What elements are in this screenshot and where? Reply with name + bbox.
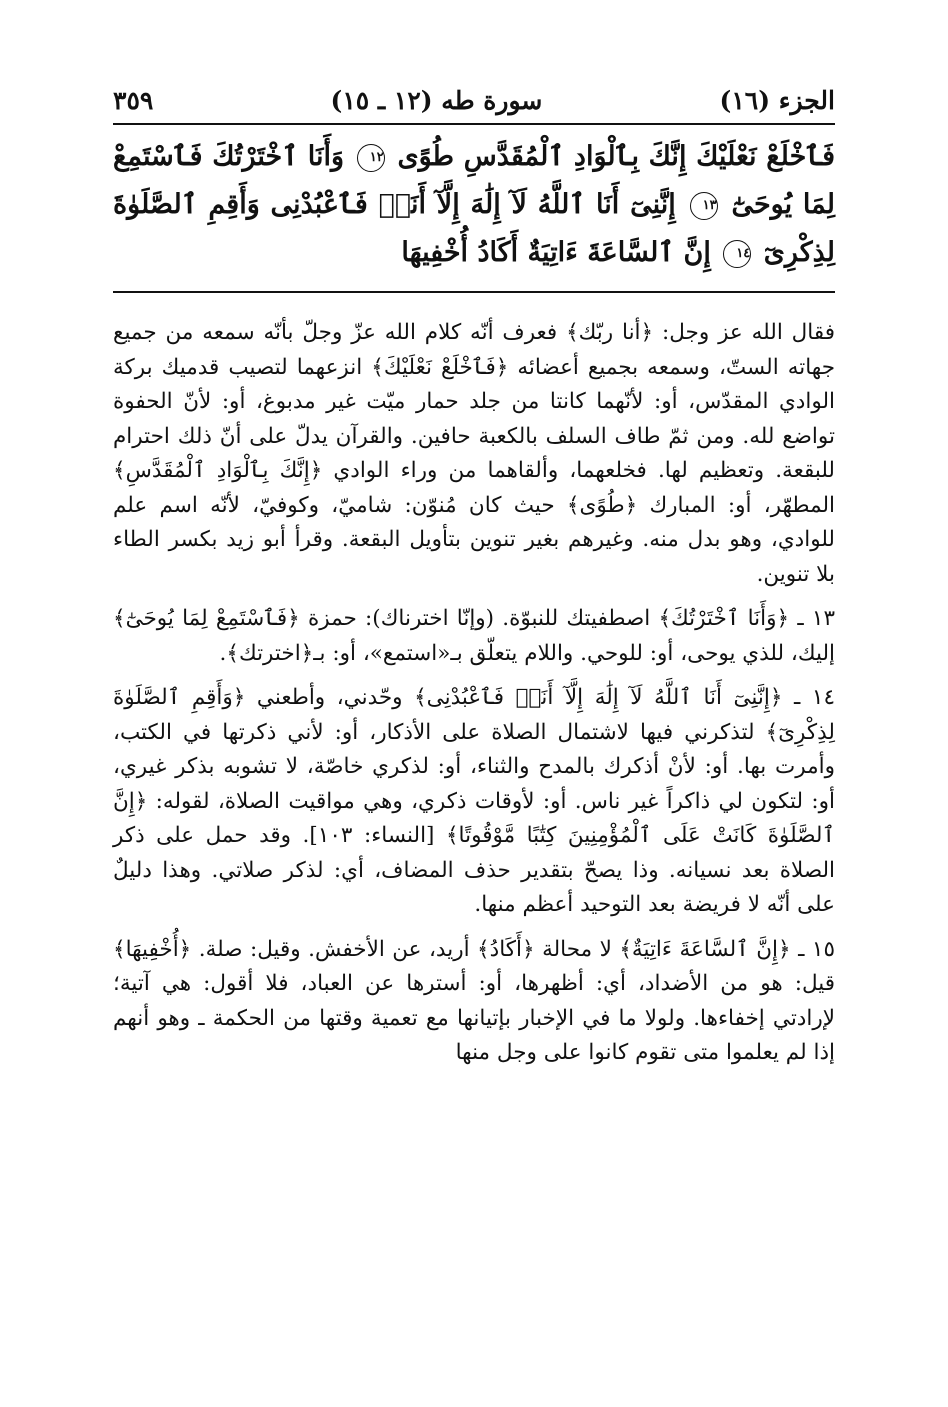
verse-13-text: وَأَنَا ٱخْتَرْتُكَ فَٱسْتَمِعْ لِمَا يُوحَىٰٓ: [113, 141, 835, 220]
commentary-paragraph-13: ١٣ ـ ﴿وَأَنَا ٱخْتَرْتُكَ﴾ اصطفيتك للنبوّة. (وإنّا اخترناك): حمزة ﴿فَٱسْتَمِعْ لِمَا يُوحَىٰٓ﴾ إليك، للذي يوحى، أو: للوحي. واللام يتعلّق بـ«استمع»، أو: بـ﴿اخترتك﴾.: [113, 606, 835, 666]
commentary: [113, 316, 835, 1081]
commentary-paragraph-15: ١٥ ـ ﴿إِنَّ ٱلسَّاعَةَ ءَاتِيَةٌ﴾ لا محالة ﴿أَكَادُ﴾ أريد، عن الأخفش. وقيل: صلة. ﴿أُخْفِيهَا﴾ قيل: هو من الأضداد، أي: أظهرها، أو: أسترها عن العباد، فلا أقول: هي آتية؛ لإرادتي إخفاءها. ولولا ما في الإخبار بإتيانها مع تعمية وقتها من الحكمة ـ وهو أنهم إذا لم يعلموا متى تقوم كانوا على وجل منها: [113, 936, 835, 1065]
verse-marker-13: ١٣: [690, 192, 718, 220]
page-number: ٣٥٩: [113, 85, 154, 115]
commentary-paragraph-12: فقال الله عز وجل: ﴿أنا ربّك﴾ فعرف أنّه كلام الله عزّ وجلّ بأنّه سمعه من جميع جهاته الستّ، وسمعه بجميع أعضائه ﴿فَٱخْلَعْ نَعْلَيْكَ﴾ انزعهما لتصيب قدميك بركة الوادي المقدّس، أو: لأنّهما كانتا من جلد حمار ميّت غير مدبوغ، أو: لأنّ الحفوة تواضع لله. ومن ثمّ طاف السلف بالكعبة حافين. والقرآن يدلّ على أنّ ذلك احترام للبقعة. وتعظيم لها. فخلعهما، وألقاهما من وراء الوادي ﴿إِنَّكَ بِٱلْوَادِ ٱلْمُقَدَّسِ﴾ المطهّر، أو: المبارك ﴿طُوًى﴾ حيث كان مُنوّن: شاميّ، وكوفيّ، لأنّه اسم علم للوادي، وهو بدل منه. وغيرهم بغير تنوين بتأويل البقعة. وقرأ أبو زيد بكسر الطاء بلا تنوين.: [113, 320, 835, 587]
verse-marker-12: ١٢: [357, 144, 385, 172]
verse-14-text: إِنَّنِىٓ أَنَا ٱللَّهُ لَآ إِلَٰهَ إِلَّآ أَنَا۠ فَٱعْبُدْنِى وَأَقِمِ ٱلصَّلَوٰةَ لِذِكْرِىٓ: [113, 189, 835, 268]
surah-label: سورة طه (١٢ ـ ١٥): [330, 85, 543, 115]
quran-text: [113, 133, 835, 283]
verse-15-text: إِنَّ ٱلسَّاعَةَ ءَاتِيَةٌ أَكَادُ أُخْفِيهَا: [401, 237, 711, 268]
verse-marker-14: ١٤: [723, 240, 751, 268]
juz-label: الجزء (١٦): [719, 85, 835, 115]
running-header: [113, 82, 835, 118]
section-rule: [113, 291, 835, 293]
header-rule: [113, 123, 835, 125]
verse-12-text: فَٱخْلَعْ نَعْلَيْكَ إِنَّكَ بِٱلْوَادِ ٱلْمُقَدَّسِ طُوًى: [397, 141, 835, 172]
commentary-paragraph-14: ١٤ ـ ﴿إِنَّنِىٓ أَنَا ٱللَّهُ لَآ إِلَٰهَ إِلَّآ أَنَا۠ فَٱعْبُدْنِى﴾ وحّدني، وأطعني ﴿وَأَقِمِ ٱلصَّلَوٰةَ لِذِكْرِىٓ﴾ لتذكرني فيها لاشتمال الصلاة على الأذكار، أو: لأني ذكرتها في الكتب، وأمرت بها. أو: لأنْ أذكرك بالمدح والثناء، أو: لذكري خاصّة، لا تشوبه بذكر غيري، أو: لتكون لي ذاكراً غير ناس. أو: لأوقات ذكري، وهي مواقيت الصلاة، لقوله: ﴿إِنَّ ٱلصَّلَوٰةَ كَانَتْ عَلَى ٱلْمُؤْمِنِينَ كِتَٰبًا مَّوْقُوتًا﴾ [النساء: ١٠٣]. وقد حمل على ذكر الصلاة بعد نسيانه. وذا يصحّ بتقدير حذف المضاف، أي: لذكر صلاتي. وهذا دليلٌ على أنّه لا فريضة بعد التوحيد أعظم منها.: [113, 685, 835, 917]
